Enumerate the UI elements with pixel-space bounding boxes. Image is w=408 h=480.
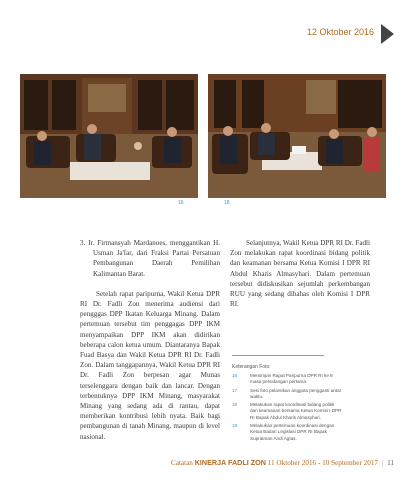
arrow-marker-icon: [381, 24, 394, 44]
caption-text: Melakukan rapat koordinasi bidang politik dan keamanan bersama Ketua Komisi I DPR RI Bapak Abdul Kharis Almasyhari.: [250, 402, 342, 420]
footer-divider: |: [381, 459, 384, 467]
caption-list: [232, 373, 342, 444]
caption-number: 17: [232, 387, 238, 393]
caption-text: Sesi foto pelantikan anggota pengganti antar waktu.: [250, 387, 342, 399]
caption-number: 18: [232, 402, 238, 408]
photo-meeting-audience: [20, 74, 198, 198]
caption-item: [232, 402, 342, 421]
footer-brand: KINERJA FADLI ZON: [194, 458, 266, 467]
body-paragraph: Selanjutnya, Wakil Ketua DPR RI Dr. Fadli Zon melakukan rapat koordinasi bidang politik dan keamanan bersama Ketua Komisi I DPR RI Abdul Kharis Almasyhari. Dalam pertemuan tersebut didiskusikan sejumlah perkembangan RUU yang sedang dibahas oleh Komisi I DPR RI.: [230, 239, 370, 309]
caption-item: [232, 388, 342, 401]
caption-text: Memimpin Rapat Paripurna DPR RI ke 8 masa persidangan pertama.: [250, 373, 333, 385]
footer-prefix: Catatan: [170, 459, 193, 467]
body-paragraph: Setelah rapat paripurna, Wakil Ketua DPR RI Dr. Fadli Zon menerima audiensi dari pengggas DPP Ikatan Keluarga Minang. Dalam pertemuan tersebut tim penggagas DPP IKM menyampaikan DPP IKM akan didirikan beberapa calon ketua umum. Diantaranya Bapak Fuad Basya dan Wakil Ketua DPR RI Dr. Fadli Zon. Dalam tanggapannya, Wakil Ketua DPR RI Dr. Fadli Zon berpesan agar Munas terselenggara dengan baik dan lancar. Dengan terbentuknya DPP IKM Minang, masyarakat Minang yang sedang ada di rantau, dapat memberikan kontribusi lebih nyata. Baik bagi pembangunan di tanah Minang, maupun di level nasional.: [80, 289, 220, 441]
caption-number: 19: [232, 423, 238, 429]
footer-period: 11 Oktober 2016 - 10 September 2017: [267, 459, 379, 467]
caption-title: Keterangan Foto:: [232, 364, 271, 370]
caption-item: [232, 373, 342, 386]
photo-coordination-meeting: [208, 74, 386, 198]
list-item: 3. Ir. Firmansyah Mardanoes, menggantikan H. Usman Ja'far, dari Fraksi Partai Persatuan Pembangunan Daerah Pemilihan Kalimantan Barat.: [80, 239, 220, 278]
date-label: 12 Oktober 2016: [306, 27, 374, 37]
caption-text: Melakukan pertemuan koordinasi dengan Ketua Badan Legislasi DPR RI Bapak Supratman Andi Agtas.: [250, 423, 335, 441]
text-column-right: [230, 238, 370, 319]
page-footer: [171, 458, 394, 467]
photo-number: 18: [224, 200, 230, 206]
date-header: [300, 24, 408, 44]
photo-number: 16: [178, 200, 184, 206]
caption-divider: [232, 355, 324, 356]
caption-item: [232, 423, 342, 442]
text-column-left: [80, 238, 220, 452]
caption-number: 16: [232, 373, 238, 378]
page-number: 11: [387, 459, 394, 467]
